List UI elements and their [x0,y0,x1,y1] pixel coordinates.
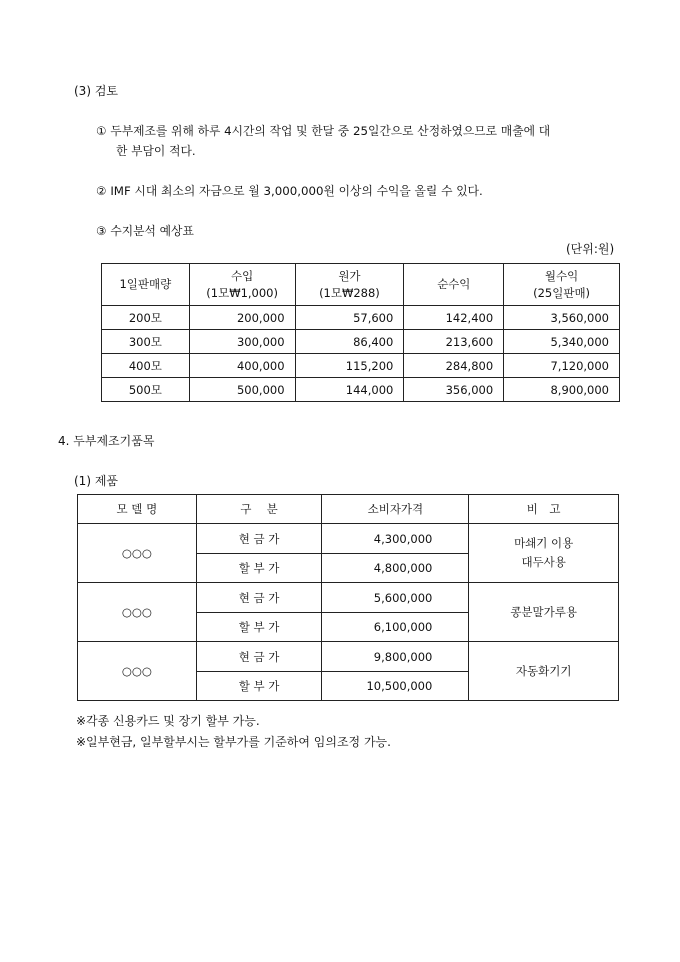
cell-revenue: 200,000 [189,306,295,330]
cell-remarks [469,524,619,583]
table-row [102,306,620,330]
header-consumer-price: 소비자가격 [322,495,469,524]
table-header-row [78,495,619,524]
cell-daily-sales: 300모 [102,330,190,354]
table-row [102,330,620,354]
header-category: 구 분 [196,495,322,524]
cell-installment-label: 할 부 가 [196,672,322,701]
remarks-line-1: 마쇄기 이용 [514,536,574,550]
cell-installment-price: 4,800,000 [322,554,469,583]
section-4-title: 4. 두부제조기품목 [58,434,155,448]
table-row [78,583,619,613]
cell-model-name: ○○○ [78,642,197,701]
cell-monthly-profit: 3,560,000 [504,306,620,330]
cell-cash-label: 현 금 가 [196,642,322,672]
cell-revenue: 300,000 [189,330,295,354]
header-monthly-label: 월수익 [544,268,579,283]
cell-cost: 144,000 [295,378,404,402]
cell-net-profit: 356,000 [404,378,504,402]
review-item-2: ② IMF 시대 최소의 자금으로 월 3,000,000원 이상의 수익을 올릴 수 있다. [96,184,483,198]
profit-analysis-table [101,263,620,402]
section-3-title: (3) 검토 [74,84,118,98]
cell-net-profit: 213,600 [404,330,504,354]
cell-cost: 115,200 [295,354,404,378]
cell-monthly-profit: 8,900,000 [504,378,620,402]
table-row [102,354,620,378]
cell-monthly-profit: 7,120,000 [504,354,620,378]
cell-remarks: 자동화기기 [469,642,619,701]
cell-net-profit: 142,400 [404,306,504,330]
cell-monthly-profit: 5,340,000 [504,330,620,354]
review-item-3: ③ 수지분석 예상표 [96,224,194,238]
table-row [78,642,619,672]
cell-model-name: ○○○ [78,583,197,642]
cell-cash-price: 5,600,000 [322,583,469,613]
cell-revenue: 400,000 [189,354,295,378]
table-header-row [102,264,620,306]
cell-cash-price: 9,800,000 [322,642,469,672]
footnote-1: ※각종 신용카드 및 장기 할부 가능. [76,714,260,728]
cell-cash-label: 현 금 가 [196,524,322,554]
table-row [78,524,619,554]
cell-revenue: 500,000 [189,378,295,402]
remarks-line-2: 대두사용 [521,555,566,569]
header-monthly-unit: (25일판매) [533,285,591,300]
header-revenue [189,264,295,306]
header-cost-unit: (1모₩288) [319,285,380,300]
review-item-1-line-2: 한 부담이 적다. [116,144,196,158]
header-monthly-profit [504,264,620,306]
cell-installment-price: 10,500,000 [322,672,469,701]
product-table [77,494,619,701]
cell-daily-sales: 400모 [102,354,190,378]
cell-cost: 57,600 [295,306,404,330]
header-remarks: 비 고 [469,495,619,524]
header-revenue-label: 수입 [231,268,254,283]
footnote-2: ※일부현금, 일부할부시는 할부가를 기준하여 임의조정 가능. [76,735,391,749]
header-cost-label: 원가 [338,268,361,283]
cell-cash-label: 현 금 가 [196,583,322,613]
cell-remarks: 콩분말가루용 [469,583,619,642]
header-daily-sales: 1일판매량 [102,264,190,306]
header-net-profit: 순수익 [404,264,504,306]
cell-installment-label: 할 부 가 [196,613,322,642]
cell-cash-price: 4,300,000 [322,524,469,554]
cell-daily-sales: 200모 [102,306,190,330]
section-4-subtitle: (1) 제품 [74,474,118,488]
table-row [102,378,620,402]
unit-label: (단위:원) [566,242,615,256]
cell-net-profit: 284,800 [404,354,504,378]
cell-installment-label: 할 부 가 [196,554,322,583]
cell-model-name: ○○○ [78,524,197,583]
header-model-name: 모 델 명 [78,495,197,524]
cell-installment-price: 6,100,000 [322,613,469,642]
cell-cost: 86,400 [295,330,404,354]
header-revenue-unit: (1모₩1,000) [206,285,278,300]
header-cost [295,264,404,306]
review-item-1-line-1: ① 두부제조를 위해 하루 4시간의 작업 및 한달 중 25일간으로 산정하였으므로 매출에 대 [96,124,551,138]
cell-daily-sales: 500모 [102,378,190,402]
